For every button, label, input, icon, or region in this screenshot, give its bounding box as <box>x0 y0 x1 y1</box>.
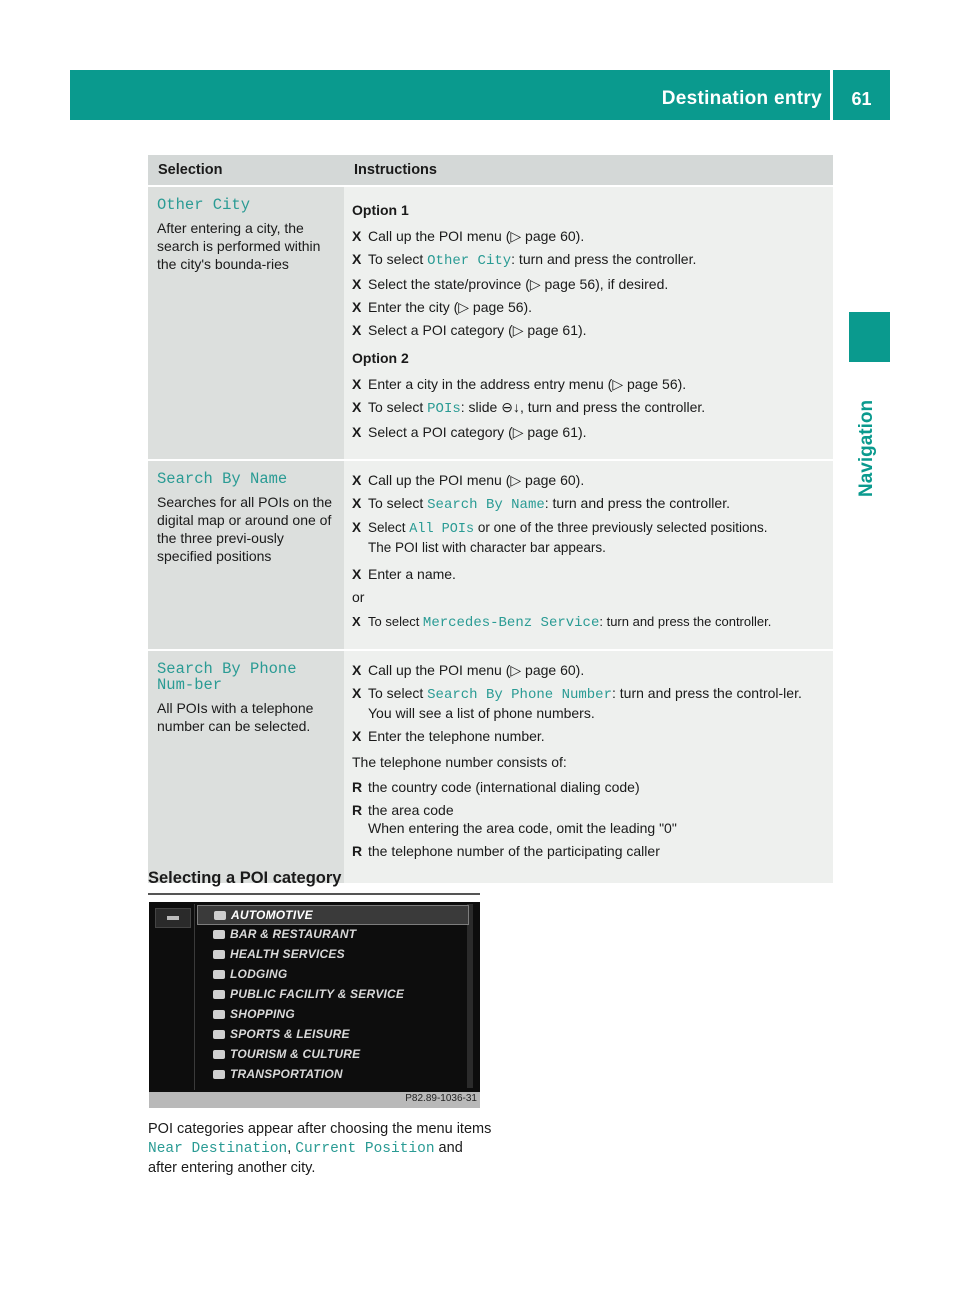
category-icon <box>213 1050 225 1059</box>
image-caption: POI categories appear after choosing the menu items Near Destination, Current Position and after entering another city. <box>148 1121 492 1176</box>
bullet: R the telephone number of the participating caller <box>352 842 825 860</box>
category-item: BAR & RESTAURANT <box>197 925 467 943</box>
image-code: P82.89-1036-31 <box>405 1093 477 1104</box>
selection-desc: Searches for all POIs on the digital map or around one of the three previ-ously specified positions <box>157 494 333 564</box>
category-item: TOURISM & CULTURE <box>197 1045 467 1063</box>
section-title: Destination entry <box>661 88 822 109</box>
category-icon <box>213 1030 225 1039</box>
step: X Select a POI category (▷ page 61). <box>352 423 825 441</box>
step: X Select a POI category (▷ page 61). <box>352 321 825 339</box>
category-item: SPORTS & LEISURE <box>197 1025 467 1043</box>
menu-item-code: Search By Phone Number <box>427 687 612 703</box>
step: X To select Search By Phone Number: turn and press the control-ler. You will see a list of phone numbers. <box>352 684 825 722</box>
bullet: R the area code When entering the area code, omit the leading "0" <box>352 801 825 837</box>
subsection-heading: Selecting a POI category <box>148 869 342 887</box>
category-icon <box>213 970 225 979</box>
poi-category-screenshot <box>149 902 480 1108</box>
menu-item-code: Other City <box>427 253 512 269</box>
page-number: 61 <box>851 89 872 109</box>
selection-title: Search By Phone Num-ber <box>157 660 297 694</box>
menu-item-code: Current Position <box>295 1141 435 1157</box>
page-header <box>70 70 890 120</box>
category-icon <box>213 990 225 999</box>
category-item: HEALTH SERVICES <box>197 945 467 963</box>
category-icon <box>214 911 226 920</box>
category-item: PUBLIC FACILITY & SERVICE <box>197 985 467 1003</box>
selection-desc: All POIs with a telephone number can be selected. <box>157 700 314 734</box>
menu-item-code: Search By Name <box>427 497 545 513</box>
step: X To select Other City: turn and press the controller. <box>352 250 825 270</box>
table-header-row <box>148 155 833 186</box>
image-code-bar <box>149 1092 480 1108</box>
step: X To select Search By Name: turn and press the controller. <box>352 494 825 514</box>
category-icon <box>213 930 225 939</box>
side-tab-label: Navigation <box>856 399 877 497</box>
or-label: or <box>352 589 365 605</box>
category-item: AUTOMOTIVE <box>197 905 469 925</box>
step: X Select All POIs or one of the three previously selected positions. The POI list with character bar appears. <box>352 519 825 557</box>
step: X Call up the POI menu (▷ page 60). <box>352 227 825 245</box>
step: X To select POIs: slide ⊖↓, turn and press the controller. <box>352 398 825 418</box>
selection-cell <box>148 186 344 460</box>
menu-item-code: POIs <box>427 401 461 417</box>
step: X Enter a city in the address entry menu (▷ page 56). <box>352 375 825 393</box>
table-row <box>148 650 833 883</box>
category-item: SHOPPING <box>197 1005 467 1023</box>
heading-rule <box>148 893 480 895</box>
step: X Enter a name. <box>352 565 825 583</box>
selection-cell <box>148 650 344 883</box>
instructions-cell <box>344 460 833 650</box>
selection-desc: After entering a city, the search is performed within the city's bounda-ries <box>157 220 321 272</box>
step: X Enter the telephone number. <box>352 727 825 745</box>
step: X Select the state/province (▷ page 56), if desired. <box>352 275 825 293</box>
step: X Call up the POI menu (▷ page 60). <box>352 471 825 489</box>
poi-search-table <box>148 155 833 883</box>
step: X Enter the city (▷ page 56). <box>352 298 825 316</box>
instructions-cell <box>344 186 833 460</box>
selection-cell <box>148 460 344 650</box>
category-item: TRANSPORTATION <box>197 1065 467 1083</box>
menu-item-code: Near Destination <box>148 1141 288 1157</box>
scrollbar <box>467 904 473 1088</box>
category-icon <box>213 1070 225 1079</box>
table-row <box>148 460 833 650</box>
category-icon <box>213 950 225 959</box>
category-item: LODGING <box>197 965 467 983</box>
instructions-cell <box>344 650 833 883</box>
category-icon <box>213 1010 225 1019</box>
menu-item-code: All POIs <box>409 522 475 537</box>
col-selection: Selection <box>148 155 344 186</box>
option-label: Option 2 <box>352 350 409 366</box>
selection-title: Search By Name <box>157 470 288 488</box>
step: X To select Mercedes-Benz Service: turn and press the controller. <box>352 613 825 632</box>
selection-title: Other City <box>157 196 251 214</box>
table-row <box>148 186 833 460</box>
step: X Call up the POI menu (▷ page 60). <box>352 661 825 679</box>
back-icon <box>155 908 191 928</box>
bullet: R the country code (international dialing code) <box>352 778 825 796</box>
menu-item-code: Mercedes-Benz Service <box>422 615 600 631</box>
side-tab-marker <box>849 312 890 362</box>
col-instructions: Instructions <box>344 155 833 186</box>
option-label: Option 1 <box>352 202 409 218</box>
consists-text: The telephone number consists of: <box>352 754 567 770</box>
